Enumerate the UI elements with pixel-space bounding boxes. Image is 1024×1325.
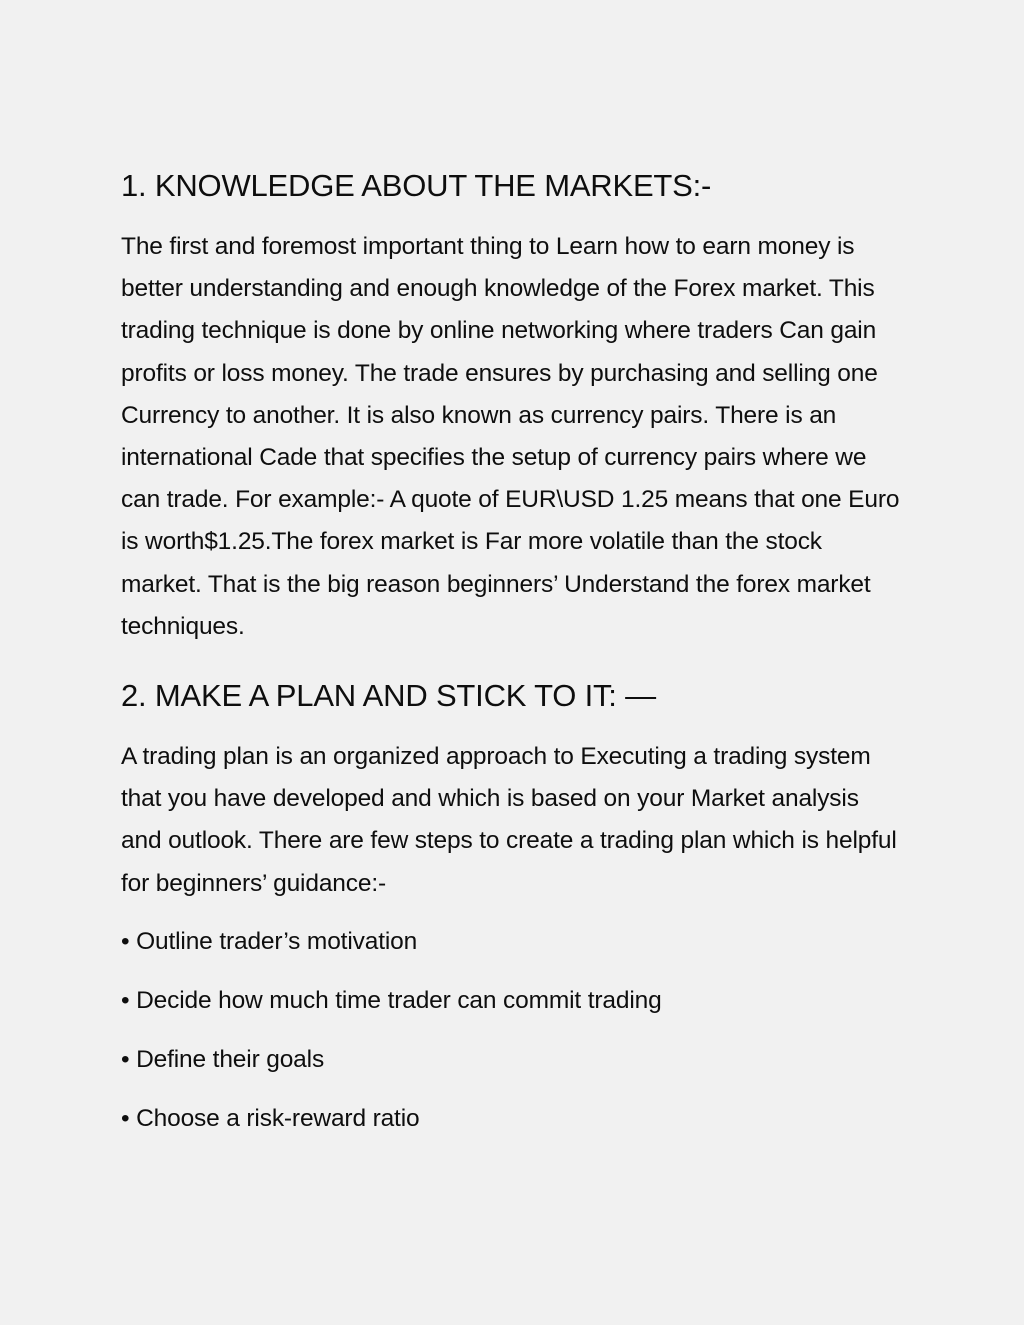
list-item: • Choose a risk-reward ratio [121,1104,420,1132]
list-item: • Outline trader’s motivation [121,927,418,955]
list-item: • Decide how much time trader can commit trading [121,986,662,1014]
section-1-heading: 1. KNOWLEDGE ABOUT THE MARKETS:- [121,168,712,203]
section-1-paragraph: The first and foremost important thing to Learn how to earn money is better understanding and enough knowledge of the Forex market. This trading technique is done by online networking where traders Can gain profits or loss money. The trade ensures by purchasing and selling one Currency to another. It is also known as currency pairs. There is an international Cade that specifies the setup of currency pairs where we can trade. For example:- A quote of EUR\USD 1.25 means that one Euro is worth$1.25.The forex market is Far more volatile than the stock market. That is the big reason beginners’ Understand the forex market techniques. [121,233,900,640]
list-item: • Define their goals [121,1045,325,1073]
document-content [121,162,901,1157]
section-2-paragraph: A trading plan is an organized approach to Executing a trading system that you have developed and which is based on your Market analysis and outlook. There are few steps to create a trading plan which is helpful for beginners’ guidance:- [121,743,897,897]
steps-list [121,921,901,1140]
section-2-heading: 2. MAKE A PLAN AND STICK TO IT: — [121,678,656,714]
